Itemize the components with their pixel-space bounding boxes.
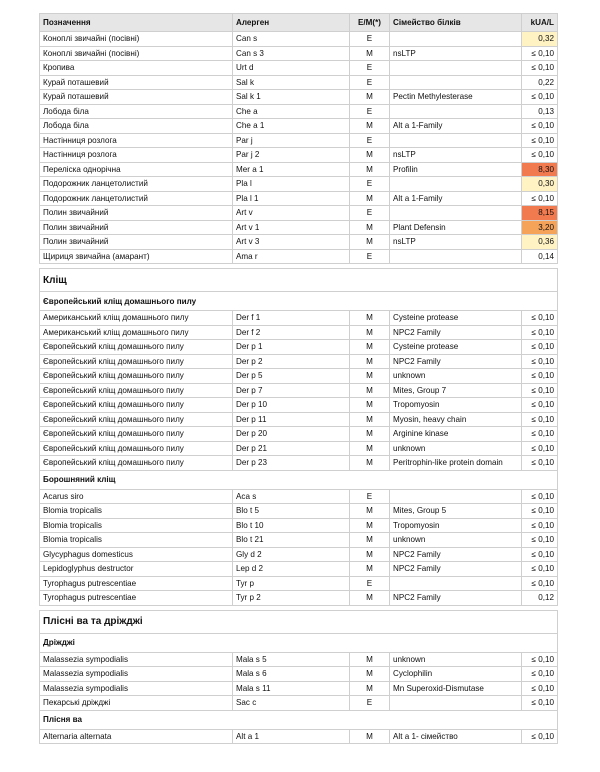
protein-family-cell: unknown — [390, 652, 522, 667]
allergen-code-cell: Tyr p 2 — [233, 591, 350, 606]
designation-cell: Кропива — [40, 61, 233, 76]
table-row — [40, 652, 558, 667]
table-row — [40, 667, 558, 682]
result-value-cell: ≤ 0,10 — [522, 325, 558, 340]
protein-family-cell: Profilin — [390, 162, 522, 177]
protein-family-cell — [390, 75, 522, 90]
designation-cell: Європейський кліщ домашнього пилу — [40, 354, 233, 369]
protein-family-cell: NPC2 Family — [390, 547, 522, 562]
allergen-code-cell: Gly d 2 — [233, 547, 350, 562]
protein-family-cell: Tropomyosin — [390, 518, 522, 533]
protein-family-cell: Mn Superoxid-Dismutase — [390, 681, 522, 696]
section-header-row — [40, 610, 558, 633]
result-value-cell: 3,20 — [522, 220, 558, 235]
table-row — [40, 311, 558, 326]
protein-family-cell — [390, 696, 522, 711]
result-value-cell: ≤ 0,10 — [522, 667, 558, 682]
table-row — [40, 32, 558, 47]
table-row — [40, 681, 558, 696]
protein-family-cell: Mites, Group 5 — [390, 504, 522, 519]
em-cell: E — [350, 576, 390, 591]
result-value-cell: 0,12 — [522, 591, 558, 606]
subsection-title: Борошняний кліщ — [40, 470, 558, 489]
designation-cell: Blomia tropicalis — [40, 504, 233, 519]
table-row — [40, 369, 558, 384]
protein-family-cell: Mites, Group 7 — [390, 383, 522, 398]
result-value-cell: ≤ 0,10 — [522, 311, 558, 326]
table-row — [40, 46, 558, 61]
designation-cell: Лобода біла — [40, 104, 233, 119]
em-cell: E — [350, 249, 390, 264]
allergen-code-cell: Che a 1 — [233, 119, 350, 134]
section-header-row — [40, 269, 558, 292]
protein-family-cell: NPC2 Family — [390, 591, 522, 606]
designation-cell: Лобода біла — [40, 119, 233, 134]
em-cell: M — [350, 667, 390, 682]
em-cell: M — [350, 311, 390, 326]
table-row — [40, 133, 558, 148]
table-row — [40, 206, 558, 221]
result-value-cell: ≤ 0,10 — [522, 46, 558, 61]
allergen-code-cell: Der p 1 — [233, 340, 350, 355]
table-row — [40, 75, 558, 90]
designation-cell: Blomia tropicalis — [40, 533, 233, 548]
allergen-code-cell: Sac c — [233, 696, 350, 711]
subsection-header-row — [40, 292, 558, 311]
em-cell: M — [350, 547, 390, 562]
designation-cell: Полин звичайний — [40, 235, 233, 250]
header-value-unit: kUA/L — [522, 14, 558, 32]
result-value-cell: ≤ 0,10 — [522, 427, 558, 442]
result-value-cell: ≤ 0,10 — [522, 441, 558, 456]
allergen-code-cell: Tyr p — [233, 576, 350, 591]
result-value-cell: ≤ 0,10 — [522, 652, 558, 667]
result-value-cell: 0,13 — [522, 104, 558, 119]
designation-cell: Європейський кліщ домашнього пилу — [40, 398, 233, 413]
table-row — [40, 456, 558, 471]
result-value-cell: 0,36 — [522, 235, 558, 250]
allergen-code-cell: Blo t 21 — [233, 533, 350, 548]
allergen-code-cell: Par j — [233, 133, 350, 148]
em-cell: E — [350, 133, 390, 148]
allergen-code-cell: Pla l — [233, 177, 350, 192]
designation-cell: Подорожник ланцетолистий — [40, 177, 233, 192]
subsection-title: Європейський кліщ домашнього пилу — [40, 292, 558, 311]
allergen-code-cell: Der p 23 — [233, 456, 350, 471]
allergen-code-cell: Aca s — [233, 489, 350, 504]
designation-cell: Malassezia sympodialis — [40, 667, 233, 682]
result-value-cell: ≤ 0,10 — [522, 547, 558, 562]
em-cell: M — [350, 681, 390, 696]
protein-family-cell: NPC2 Family — [390, 562, 522, 577]
designation-cell: Європейський кліщ домашнього пилу — [40, 340, 233, 355]
allergen-code-cell: Der p 11 — [233, 412, 350, 427]
protein-family-cell: nsLTP — [390, 235, 522, 250]
section-title: Кліщ — [40, 269, 558, 292]
em-cell: E — [350, 696, 390, 711]
subsection-title: Дріжджі — [40, 633, 558, 652]
protein-family-cell: nsLTP — [390, 46, 522, 61]
allergen-code-cell: Che a — [233, 104, 350, 119]
table-row — [40, 119, 558, 134]
subsection-title: Плісня ва — [40, 710, 558, 729]
em-cell: M — [350, 46, 390, 61]
allergen-code-cell: Can s — [233, 32, 350, 47]
table-row — [40, 177, 558, 192]
designation-cell: Європейський кліщ домашнього пилу — [40, 412, 233, 427]
protein-family-cell: unknown — [390, 441, 522, 456]
protein-family-cell — [390, 104, 522, 119]
table-row — [40, 591, 558, 606]
em-cell: M — [350, 518, 390, 533]
result-value-cell: ≤ 0,10 — [522, 412, 558, 427]
designation-cell: Malassezia sympodialis — [40, 652, 233, 667]
allergen-code-cell: Sal k — [233, 75, 350, 90]
em-cell: M — [350, 398, 390, 413]
em-cell: M — [350, 652, 390, 667]
designation-cell: Malassezia sympodialis — [40, 681, 233, 696]
allergen-code-cell: Mala s 11 — [233, 681, 350, 696]
protein-family-cell: unknown — [390, 533, 522, 548]
em-cell: E — [350, 32, 390, 47]
table-row — [40, 576, 558, 591]
table-row — [40, 325, 558, 340]
allergen-code-cell: Lep d 2 — [233, 562, 350, 577]
table-body — [40, 32, 558, 744]
protein-family-cell — [390, 489, 522, 504]
allergen-code-cell: Ama r — [233, 249, 350, 264]
em-cell: M — [350, 325, 390, 340]
designation-cell: Європейський кліщ домашнього пилу — [40, 427, 233, 442]
subsection-header-row — [40, 710, 558, 729]
protein-family-cell: Cyclophilin — [390, 667, 522, 682]
protein-family-cell: Alt a 1-Family — [390, 119, 522, 134]
table-row — [40, 383, 558, 398]
table-row — [40, 504, 558, 519]
table-row — [40, 340, 558, 355]
result-value-cell: ≤ 0,10 — [522, 119, 558, 134]
em-cell: M — [350, 441, 390, 456]
table-row — [40, 162, 558, 177]
table-header-row — [40, 14, 558, 32]
protein-family-cell — [390, 177, 522, 192]
protein-family-cell: Cysteine protease — [390, 311, 522, 326]
subsection-header-row — [40, 470, 558, 489]
designation-cell: Американський кліщ домашнього пилу — [40, 311, 233, 326]
allergen-code-cell: Pla l 1 — [233, 191, 350, 206]
em-cell: M — [350, 162, 390, 177]
allergen-results-sheet — [39, 13, 557, 744]
designation-cell: Полин звичайний — [40, 206, 233, 221]
result-value-cell: ≤ 0,10 — [522, 518, 558, 533]
result-value-cell: 0,22 — [522, 75, 558, 90]
designation-cell: Lepidoglyphus destructor — [40, 562, 233, 577]
allergen-code-cell: Mala s 5 — [233, 652, 350, 667]
designation-cell: Переліска однорічна — [40, 162, 233, 177]
header-protein-family: Сімейство білків — [390, 14, 522, 32]
result-value-cell: ≤ 0,10 — [522, 354, 558, 369]
result-value-cell: ≤ 0,10 — [522, 398, 558, 413]
em-cell: E — [350, 61, 390, 76]
em-cell: M — [350, 90, 390, 105]
protein-family-cell: NPC2 Family — [390, 354, 522, 369]
protein-family-cell: Alt a 1- сімейство — [390, 729, 522, 744]
protein-family-cell: Plant Defensin — [390, 220, 522, 235]
protein-family-cell: unknown — [390, 369, 522, 384]
designation-cell: Європейський кліщ домашнього пилу — [40, 383, 233, 398]
result-value-cell: ≤ 0,10 — [522, 681, 558, 696]
allergen-code-cell: Der f 2 — [233, 325, 350, 340]
em-cell: M — [350, 340, 390, 355]
allergen-code-cell: Mala s 6 — [233, 667, 350, 682]
designation-cell: Настінниця розлога — [40, 148, 233, 163]
allergen-code-cell: Der p 21 — [233, 441, 350, 456]
designation-cell: Курай поташевий — [40, 90, 233, 105]
result-value-cell: 0,30 — [522, 177, 558, 192]
allergen-code-cell: Der p 20 — [233, 427, 350, 442]
table-row — [40, 398, 558, 413]
table-row — [40, 729, 558, 744]
table-row — [40, 547, 558, 562]
allergen-code-cell: Urt d — [233, 61, 350, 76]
allergen-code-cell: Sal k 1 — [233, 90, 350, 105]
table-row — [40, 235, 558, 250]
table-row — [40, 61, 558, 76]
em-cell: M — [350, 562, 390, 577]
table-row — [40, 90, 558, 105]
result-value-cell: ≤ 0,10 — [522, 456, 558, 471]
em-cell: M — [350, 383, 390, 398]
table-row — [40, 533, 558, 548]
protein-family-cell: Tropomyosin — [390, 398, 522, 413]
em-cell: M — [350, 148, 390, 163]
result-value-cell: ≤ 0,10 — [522, 369, 558, 384]
result-value-cell: ≤ 0,10 — [522, 61, 558, 76]
designation-cell: Подорожник ланцетолистий — [40, 191, 233, 206]
em-cell: M — [350, 119, 390, 134]
em-cell: E — [350, 489, 390, 504]
designation-cell: Коноплі звичайні (посівні) — [40, 32, 233, 47]
result-value-cell: ≤ 0,10 — [522, 340, 558, 355]
header-allergen: Алерген — [233, 14, 350, 32]
em-cell: M — [350, 369, 390, 384]
result-value-cell: ≤ 0,10 — [522, 504, 558, 519]
table-row — [40, 249, 558, 264]
designation-cell: Коноплі звичайні (посівні) — [40, 46, 233, 61]
protein-family-cell — [390, 32, 522, 47]
em-cell: E — [350, 75, 390, 90]
allergen-code-cell: Can s 3 — [233, 46, 350, 61]
result-value-cell: 8,15 — [522, 206, 558, 221]
em-cell: M — [350, 220, 390, 235]
table-row — [40, 696, 558, 711]
allergen-code-cell: Alt a 1 — [233, 729, 350, 744]
em-cell: M — [350, 729, 390, 744]
table-row — [40, 104, 558, 119]
table-row — [40, 518, 558, 533]
protein-family-cell — [390, 249, 522, 264]
designation-cell: Європейський кліщ домашнього пилу — [40, 456, 233, 471]
table-row — [40, 412, 558, 427]
result-value-cell: ≤ 0,10 — [522, 576, 558, 591]
designation-cell: Настінниця розлога — [40, 133, 233, 148]
table-row — [40, 441, 558, 456]
designation-cell: Полин звичайний — [40, 220, 233, 235]
em-cell: M — [350, 191, 390, 206]
protein-family-cell: Pectin Methylesterase — [390, 90, 522, 105]
result-value-cell: ≤ 0,10 — [522, 562, 558, 577]
designation-cell: Пекарські дріжджі — [40, 696, 233, 711]
allergen-code-cell: Art v — [233, 206, 350, 221]
allergen-table — [39, 13, 558, 744]
allergen-code-cell: Par j 2 — [233, 148, 350, 163]
em-cell: E — [350, 104, 390, 119]
allergen-code-cell: Blo t 10 — [233, 518, 350, 533]
table-row — [40, 148, 558, 163]
protein-family-cell — [390, 206, 522, 221]
protein-family-cell: NPC2 Family — [390, 325, 522, 340]
allergen-code-cell: Mer a 1 — [233, 162, 350, 177]
subsection-header-row — [40, 633, 558, 652]
em-cell: E — [350, 177, 390, 192]
protein-family-cell — [390, 576, 522, 591]
designation-cell: Курай поташевий — [40, 75, 233, 90]
designation-cell: Американський кліщ домашнього пилу — [40, 325, 233, 340]
allergen-code-cell: Der p 5 — [233, 369, 350, 384]
result-value-cell: ≤ 0,10 — [522, 383, 558, 398]
allergen-code-cell: Blo t 5 — [233, 504, 350, 519]
allergen-code-cell: Der p 7 — [233, 383, 350, 398]
em-cell: M — [350, 427, 390, 442]
protein-family-cell: nsLTP — [390, 148, 522, 163]
allergen-code-cell: Der p 10 — [233, 398, 350, 413]
result-value-cell: ≤ 0,10 — [522, 133, 558, 148]
allergen-code-cell: Art v 3 — [233, 235, 350, 250]
em-cell: M — [350, 235, 390, 250]
result-value-cell: ≤ 0,10 — [522, 729, 558, 744]
protein-family-cell: Peritrophin-like protein domain — [390, 456, 522, 471]
designation-cell: Alternaria alternata — [40, 729, 233, 744]
table-row — [40, 427, 558, 442]
allergen-code-cell: Art v 1 — [233, 220, 350, 235]
result-value-cell: 0,32 — [522, 32, 558, 47]
em-cell: M — [350, 591, 390, 606]
designation-cell: Blomia tropicalis — [40, 518, 233, 533]
table-row — [40, 489, 558, 504]
table-row — [40, 220, 558, 235]
protein-family-cell: Cysteine protease — [390, 340, 522, 355]
result-value-cell: ≤ 0,10 — [522, 191, 558, 206]
designation-cell: Acarus siro — [40, 489, 233, 504]
table-row — [40, 354, 558, 369]
result-value-cell: ≤ 0,10 — [522, 696, 558, 711]
protein-family-cell: Myosin, heavy chain — [390, 412, 522, 427]
designation-cell: Щириця звичайна (амарант) — [40, 249, 233, 264]
result-value-cell: 8,30 — [522, 162, 558, 177]
designation-cell: Європейський кліщ домашнього пилу — [40, 441, 233, 456]
designation-cell: Glycyphagus domesticus — [40, 547, 233, 562]
header-designation: Позначення — [40, 14, 233, 32]
protein-family-cell: Arginine kinase — [390, 427, 522, 442]
designation-cell: Tyrophagus putrescentiae — [40, 576, 233, 591]
em-cell: M — [350, 504, 390, 519]
em-cell: M — [350, 533, 390, 548]
em-cell: E — [350, 206, 390, 221]
em-cell: M — [350, 412, 390, 427]
section-title: Плісні ва та дріжджі — [40, 610, 558, 633]
table-row — [40, 562, 558, 577]
result-value-cell: 0,14 — [522, 249, 558, 264]
table-row — [40, 191, 558, 206]
result-value-cell: ≤ 0,10 — [522, 90, 558, 105]
allergen-code-cell: Der f 1 — [233, 311, 350, 326]
protein-family-cell — [390, 133, 522, 148]
protein-family-cell — [390, 61, 522, 76]
em-cell: M — [350, 354, 390, 369]
allergen-code-cell: Der p 2 — [233, 354, 350, 369]
result-value-cell: ≤ 0,10 — [522, 489, 558, 504]
em-cell: M — [350, 456, 390, 471]
result-value-cell: ≤ 0,10 — [522, 533, 558, 548]
designation-cell: Tyrophagus putrescentiae — [40, 591, 233, 606]
designation-cell: Європейський кліщ домашнього пилу — [40, 369, 233, 384]
protein-family-cell: Alt a 1-Family — [390, 191, 522, 206]
header-em: E/M(*) — [350, 14, 390, 32]
result-value-cell: ≤ 0,10 — [522, 148, 558, 163]
